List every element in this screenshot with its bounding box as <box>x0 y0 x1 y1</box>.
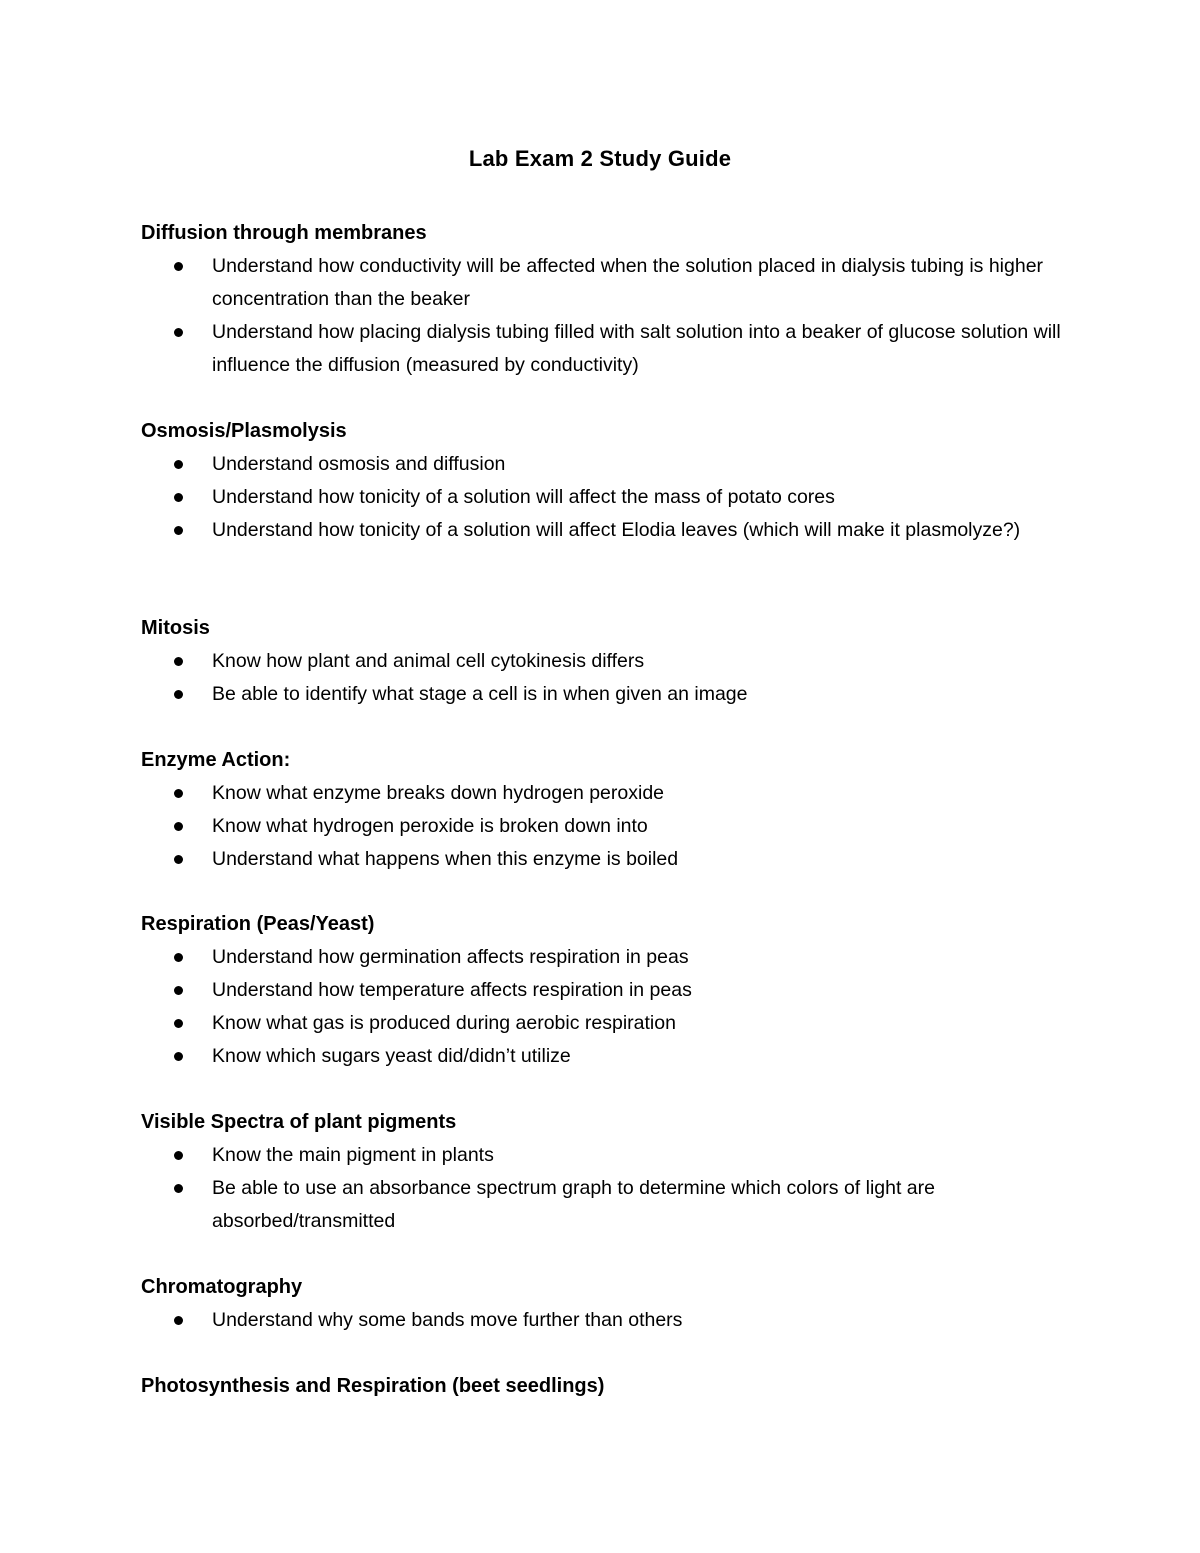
bullet-icon <box>174 953 183 962</box>
bullet-icon <box>174 526 183 535</box>
list-item <box>141 514 1081 547</box>
list-item-text: Understand why some bands move further than others <box>212 1309 683 1331</box>
section-chromatography <box>141 1271 1081 1337</box>
list-item-text: Understand how tonicity of a solution will affect Elodia leaves (which will make it plasmolyze?) <box>212 519 1021 541</box>
section-heading: Visible Spectra of plant pigments <box>141 1111 457 1133</box>
bullet-icon <box>174 1019 183 1028</box>
list-item-text: Understand how germination affects respiration in peas <box>212 946 689 968</box>
bullet-icon <box>174 493 183 502</box>
bullet-list <box>141 941 1081 1073</box>
list-item <box>141 250 1081 316</box>
list-item-text: Know the main pigment in plants <box>212 1144 494 1166</box>
list-item-text: Know how plant and animal cell cytokinesis differs <box>212 650 645 672</box>
list-item-text: Know which sugars yeast did/didn’t utilize <box>212 1045 571 1067</box>
section-heading: Mitosis <box>141 617 210 639</box>
section-heading: Enzyme Action: <box>141 749 291 771</box>
list-item <box>141 1172 1081 1238</box>
bullet-icon <box>174 328 183 337</box>
bullet-icon <box>174 789 183 798</box>
bullet-icon <box>174 657 183 666</box>
bullet-icon <box>174 1052 183 1061</box>
list-item <box>141 1040 1081 1073</box>
bullet-icon <box>174 1184 183 1193</box>
list-item <box>141 448 1081 481</box>
list-item-text: Understand osmosis and diffusion <box>212 453 506 475</box>
list-item <box>141 678 1081 711</box>
list-item <box>141 941 1081 974</box>
section-photosynthesis <box>141 1370 1081 1403</box>
section-heading: Chromatography <box>141 1276 303 1298</box>
list-item-text: Understand what happens when this enzyme is boiled <box>212 848 679 870</box>
section-heading: Respiration (Peas/Yeast) <box>141 913 375 935</box>
list-item-text: Understand how conductivity will be affected when the solution placed in dialysis tubing is higher concentration than the beaker <box>212 255 1044 310</box>
bullet-list <box>141 1304 1081 1337</box>
section-respiration <box>141 908 1081 1073</box>
list-item <box>141 777 1081 810</box>
list-item <box>141 974 1081 1007</box>
list-item <box>141 481 1081 514</box>
bullet-list <box>141 1139 1081 1238</box>
bullet-list <box>141 448 1081 547</box>
list-item <box>141 843 1081 876</box>
list-item-text: Understand how temperature affects respiration in peas <box>212 979 692 1001</box>
section-enzyme <box>141 744 1081 876</box>
section-heading: Osmosis/Plasmolysis <box>141 420 347 442</box>
list-item <box>141 1007 1081 1040</box>
list-item <box>141 316 1081 382</box>
bullet-icon <box>174 855 183 864</box>
page-title: Lab Exam 2 Study Guide <box>468 146 732 171</box>
list-item-text: Understand how tonicity of a solution will affect the mass of potato cores <box>212 486 835 508</box>
bullet-list <box>141 645 1081 711</box>
section-osmosis <box>141 415 1081 547</box>
bullet-icon <box>174 986 183 995</box>
list-item-text: Know what hydrogen peroxide is broken down into <box>212 815 648 837</box>
list-item <box>141 810 1081 843</box>
list-item-text: Be able to use an absorbance spectrum graph to determine which colors of light are absorbed/transmitted <box>212 1177 935 1232</box>
bullet-list <box>141 777 1081 876</box>
section-mitosis <box>141 612 1081 711</box>
section-visible-spectra <box>141 1106 1081 1238</box>
list-item-text: Know what enzyme breaks down hydrogen peroxide <box>212 782 665 804</box>
list-item <box>141 1304 1081 1337</box>
list-item <box>141 645 1081 678</box>
section-heading: Diffusion through membranes <box>141 222 427 244</box>
list-item-text: Be able to identify what stage a cell is in when given an image <box>212 683 748 705</box>
bullet-icon <box>174 822 183 831</box>
list-item-text: Understand how placing dialysis tubing filled with salt solution into a beaker of glucose solution will influence the diffusion (measured by conductivity) <box>212 321 1061 376</box>
bullet-icon <box>174 1316 183 1325</box>
bullet-icon <box>174 460 183 469</box>
bullet-icon <box>174 262 183 271</box>
section-heading: Photosynthesis and Respiration (beet seedlings) <box>141 1375 605 1397</box>
list-item-text: Know what gas is produced during aerobic respiration <box>212 1012 676 1034</box>
list-item <box>141 1139 1081 1172</box>
bullet-icon <box>174 1151 183 1160</box>
bullet-list <box>141 250 1081 382</box>
section-diffusion <box>141 217 1081 382</box>
bullet-icon <box>174 690 183 699</box>
